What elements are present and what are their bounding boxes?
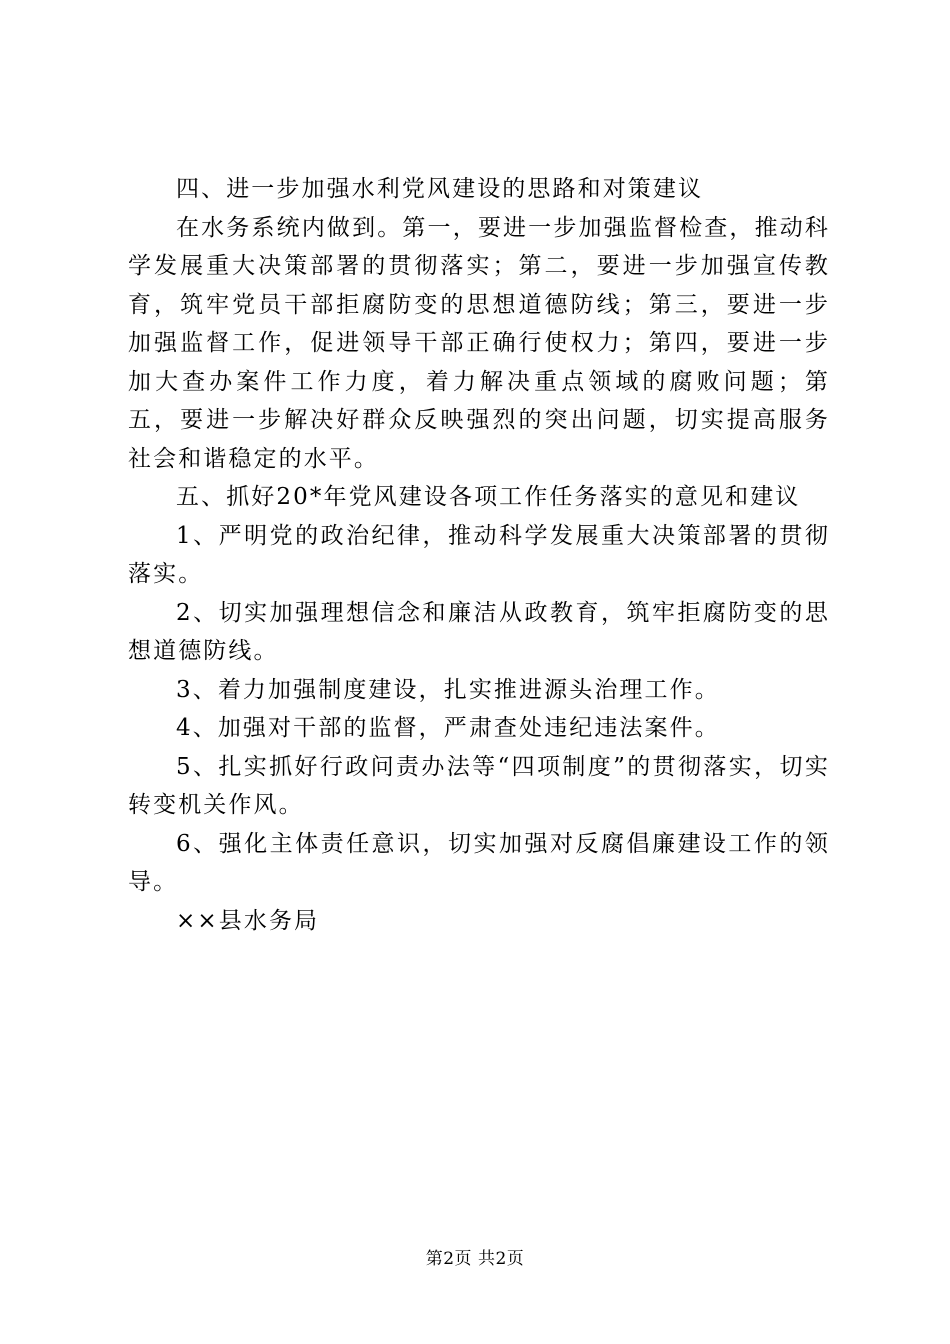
list-item-4: 4、加强对干部的监督，严肃查处违纪违法案件。 — [176, 715, 720, 741]
document-body — [128, 170, 830, 940]
list-item-5: 5、扎实抓好行政问责办法等“四项制度”的贯彻落实，切实转变机关作风。 — [128, 753, 830, 818]
list-item-3: 3、着力加强制度建设，扎实推进源头治理工作。 — [176, 676, 720, 703]
list-item-2: 2、切实加强理想信念和廉洁从政教育，筑牢拒腐防变的思想道德防线。 — [128, 599, 830, 664]
list-item-6: 6、强化主体责任意识，切实加强对反腐倡廉建设工作的领导。 — [128, 830, 830, 895]
section-5-heading: 五、抓好20*年党风建设各项工作任务落实的意见和建议 — [176, 484, 801, 510]
list-item-1: 1、严明党的政治纪律，推动科学发展重大决策部署的贯彻落实。 — [128, 522, 830, 587]
page-number-footer: 第2页 共2页 — [425, 1249, 525, 1269]
section-4-heading: 四、进一步加强水利党风建设的思路和对策建议 — [176, 176, 704, 202]
signature: ××县水务局 — [176, 907, 320, 934]
section-4-paragraph: 在水务系统内做到。第一，要进一步加强监督检查，推动科学发展重大决策部署的贯彻落实；第二，要进一步加强宣传教育，筑牢党员干部拒腐防变的思想道德防线；第三，要进一步加强监督工作，促进领导干部正确行使权力；第四，要进一步加大查办案件工作力度，着力解决重点领域的腐败问题；第五，要进一步解决好群众反映强烈的突出问题，切实提高服务社会和谐稳定的水平。 — [128, 214, 830, 472]
